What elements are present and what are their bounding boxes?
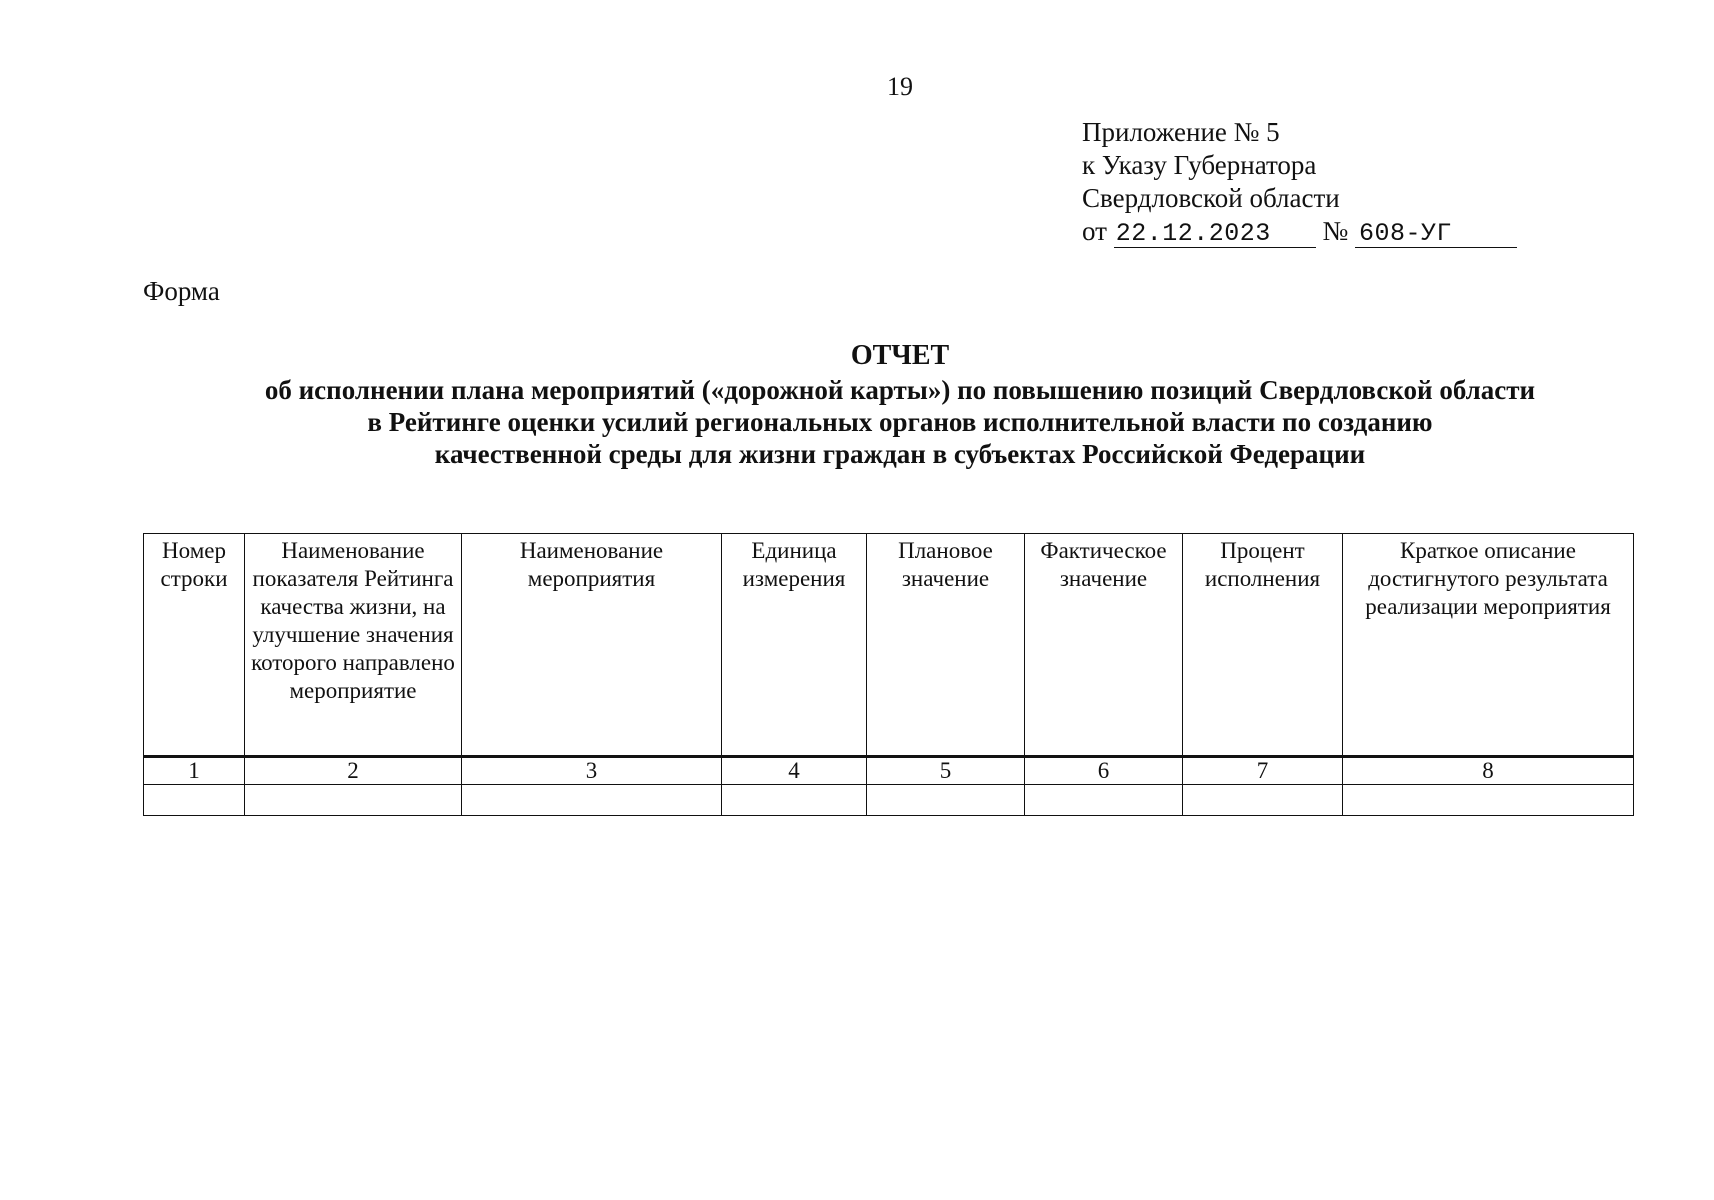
header-actual-value: Фактическое значение <box>1025 534 1183 757</box>
empty-cell <box>1343 785 1634 816</box>
number-prefix: № <box>1322 216 1349 246</box>
column-number: 3 <box>462 757 722 785</box>
appendix-line-3: Свердловской области <box>1082 183 1340 213</box>
page-number: 19 <box>887 72 913 101</box>
empty-cell <box>462 785 722 816</box>
column-number: 8 <box>1343 757 1634 785</box>
empty-cell <box>1183 785 1343 816</box>
appendix-block <box>1082 116 1517 248</box>
decree-number: 608-УГ <box>1355 221 1517 248</box>
report-table <box>143 533 1634 816</box>
empty-cell <box>245 785 462 816</box>
column-number-row <box>144 757 1634 785</box>
header-description: Краткое описание достигнутого результата реализации мероприятия <box>1343 534 1634 757</box>
appendix-line-2: к Указу Губернатора <box>1082 150 1317 180</box>
empty-cell <box>144 785 245 816</box>
header-unit: Единица измерения <box>722 534 867 757</box>
header-planned-value: Плановое значение <box>867 534 1025 757</box>
empty-cell <box>867 785 1025 816</box>
empty-cell <box>1025 785 1183 816</box>
column-number: 4 <box>722 757 867 785</box>
column-number: 1 <box>144 757 245 785</box>
column-number: 6 <box>1025 757 1183 785</box>
header-indicator-name: Наименование показателя Рейтинга качества жизни, на улучшение значения которого направлено мероприятие <box>245 534 462 757</box>
report-heading: ОТЧЕТ <box>850 340 950 371</box>
appendix-date-line <box>1082 215 1517 248</box>
date-prefix: от <box>1082 216 1107 246</box>
table-row <box>144 785 1634 816</box>
report-title <box>180 340 1620 470</box>
column-number: 7 <box>1183 757 1343 785</box>
header-row <box>144 534 1634 757</box>
column-number: 5 <box>867 757 1025 785</box>
report-title-line-1: об исполнении плана мероприятий («дорожной карты») по повышению позиций Свердловской области <box>264 375 1536 405</box>
report-title-line-2: в Рейтинге оценки усилий региональных органов исполнительной власти по созданию <box>367 407 1433 437</box>
column-number: 2 <box>245 757 462 785</box>
header-event-name: Наименование мероприятия <box>462 534 722 757</box>
appendix-line-1: Приложение № 5 <box>1082 117 1280 147</box>
report-title-line-3: качественной среды для жизни граждан в субъектах Российской Федерации <box>434 439 1366 469</box>
form-label: Форма <box>143 276 220 306</box>
header-row-number: Номер строки <box>144 534 245 757</box>
empty-cell <box>722 785 867 816</box>
decree-date: 22.12.2023 <box>1114 221 1316 248</box>
header-percent: Процент исполнения <box>1183 534 1343 757</box>
